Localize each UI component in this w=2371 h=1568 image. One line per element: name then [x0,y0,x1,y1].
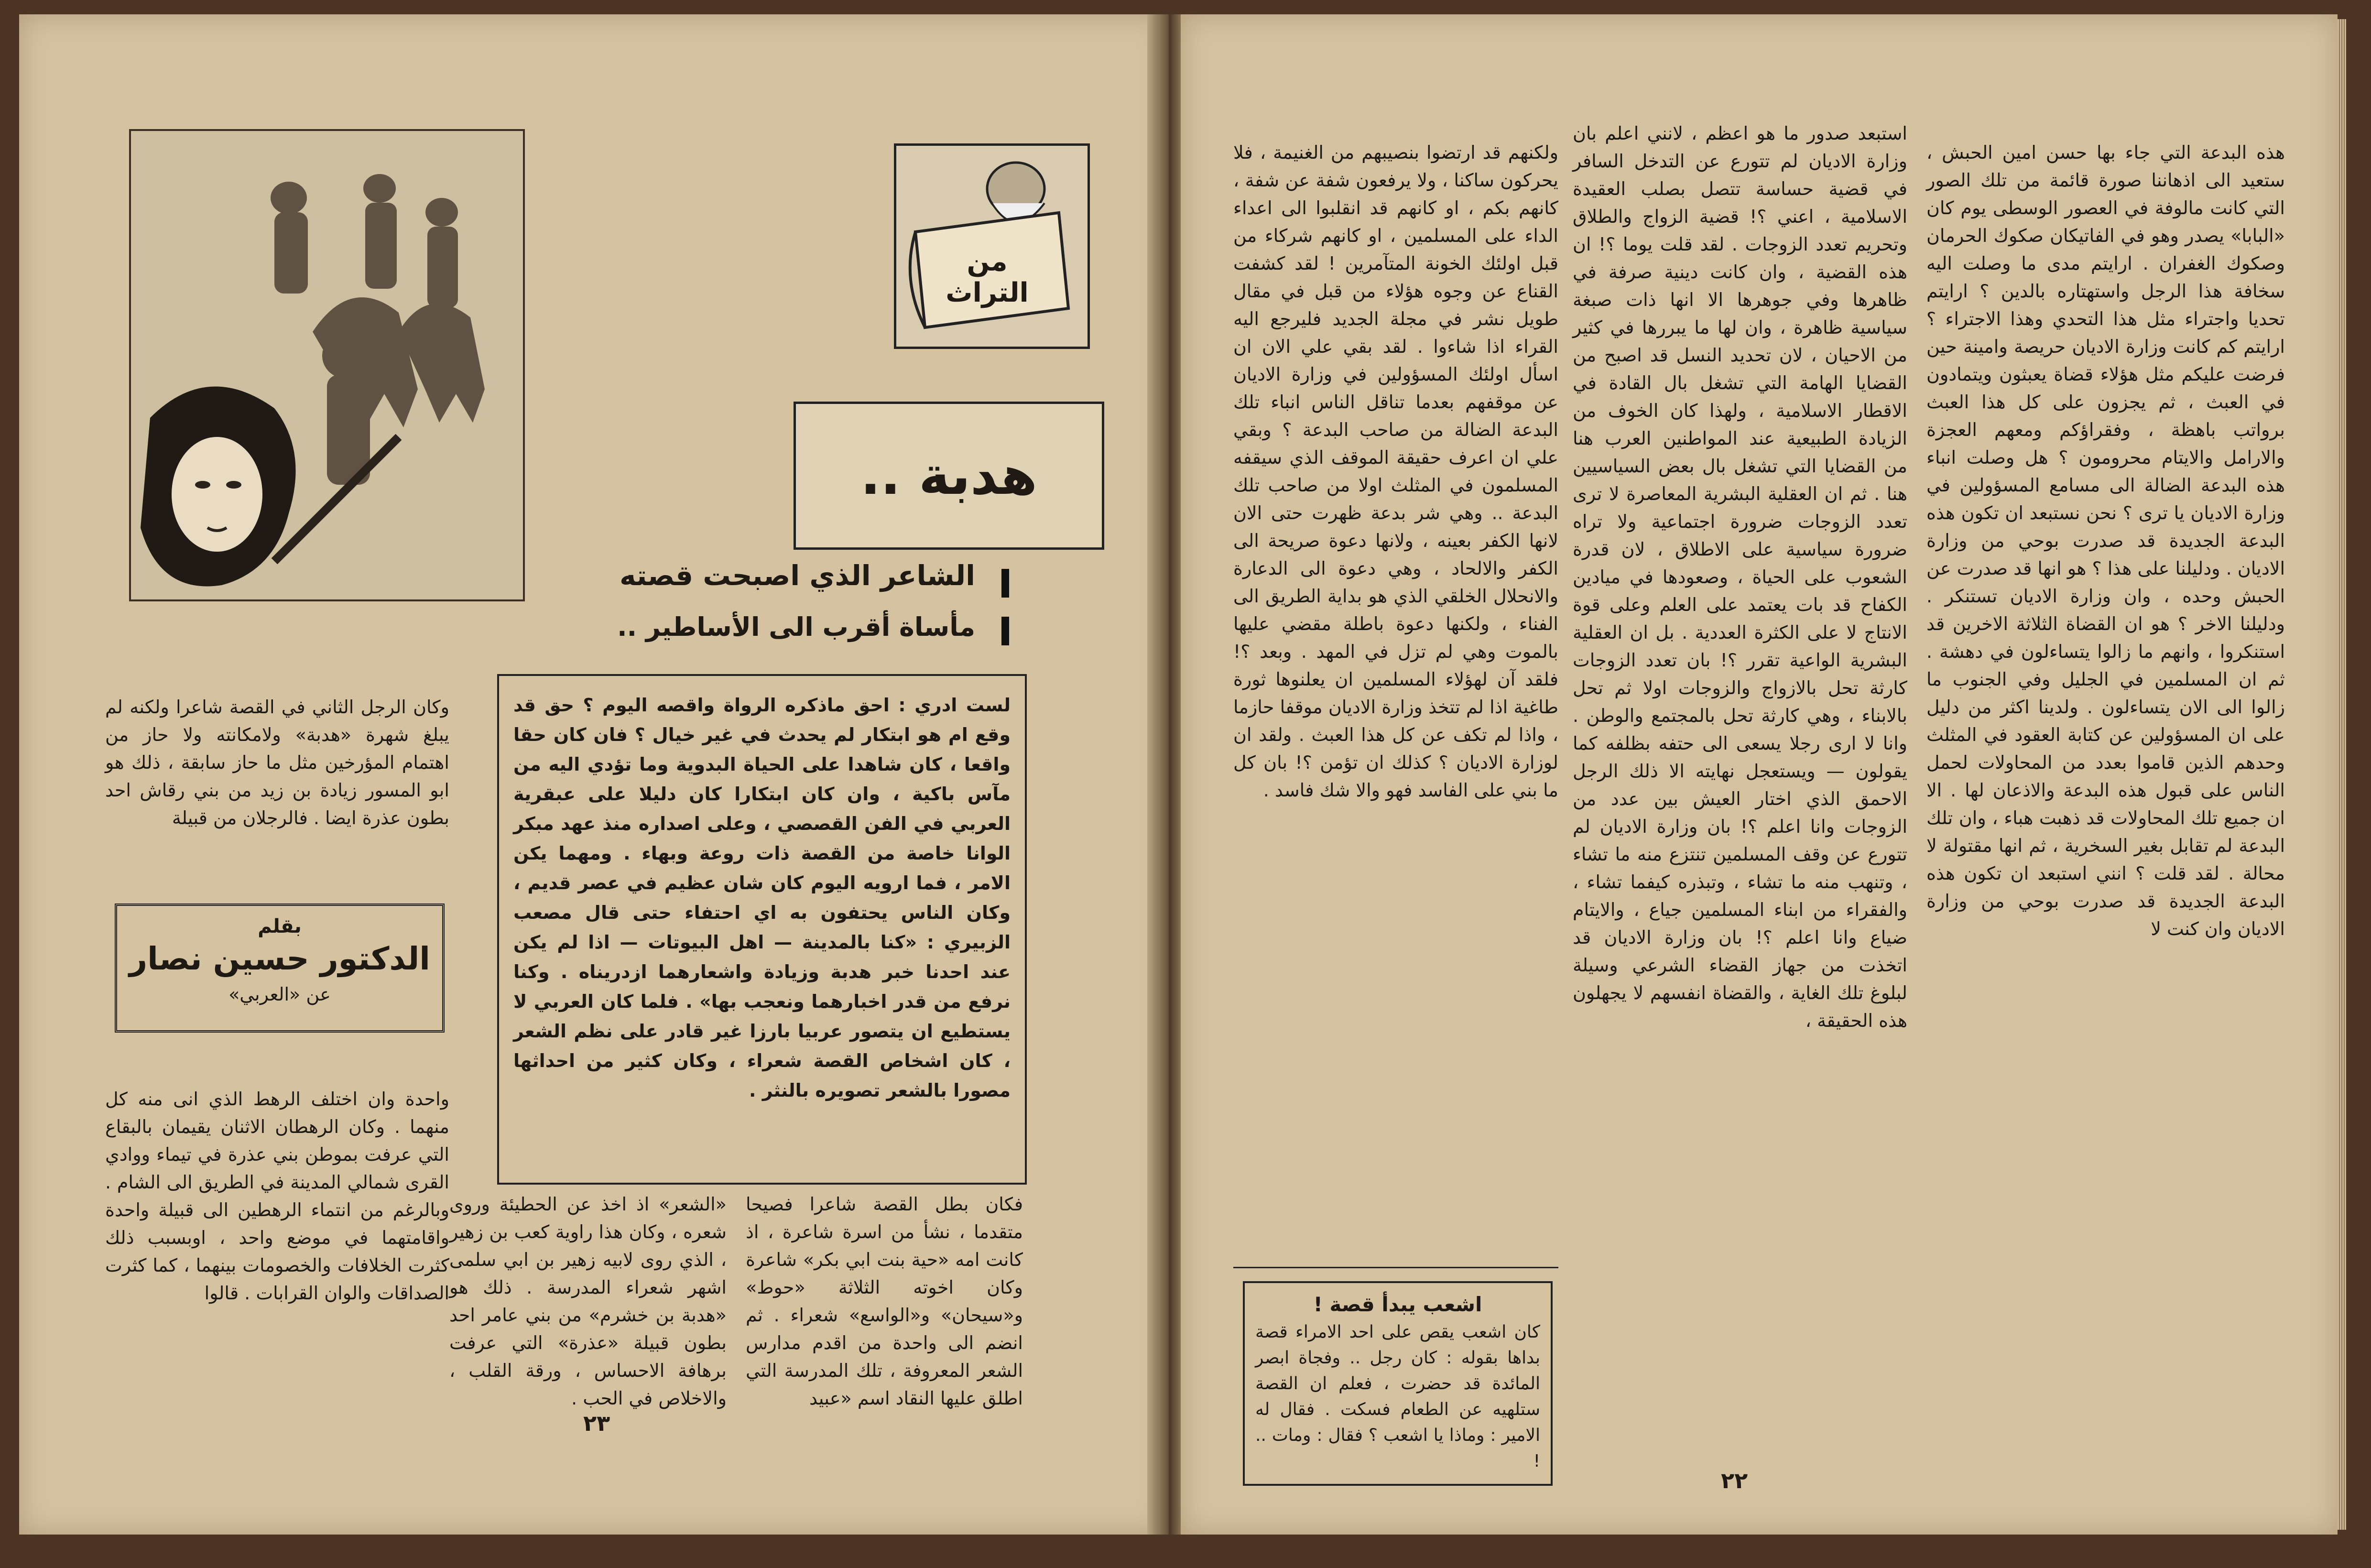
text-column-3: ولكنهم قد ارتضوا بنصيبهم من الغنيمة ، فلا يحركون ساكنا ، ولا يرفعون شفة عن شفة ، كانهم بكم ، او كانهم قد انقلبوا الى اعداء الداء على المسلمين ، او كانهم شركاء من قبل اولئك الخونة المتآمرين ! لقد كشفت القناع عن وجوه هؤلاء من قبل في مقال طويل نشر في مجلة الجديد فليرجع اليه القراء اذا شاءوا . لقد بقي علي الان ان اسأل اولئك المسؤولين في وزارة الاديان عن موقفهم بعدما تناقل الناس انباء تلك البدعة الضالة من صاحب البدعة ؟ وبقي علي ان اعرف حقيقة الموقف الذي سيقفه المسلمون في المثلث اولا من صاحب تلك البدعة .. وهي شر بدعة ظهرت حتى الان لانها الكفر بعينه ، ولانها دعوة صريحة الى الكفر والالحاد ، وهي دعوة الى الدعارة والانحلال الخلقي الذي هو بداية الطريق الى الفناء ، ولكنها دعوة باطلة مقضي عليها بالموت وهي لم تزل في المهد . وبعد ؟! فلقد آن لهؤلاء المسلمين ان يعلنوها ثورة طاغية اذا لم تتخذ وزارة الاديان موقفا حازما ، واذا لم تكف عن كل هذا العبث . ولقد ان لوزارة الاديان ؟ كذلك ان تؤمن ؟! بان كل ما بني على الفاسد فهو والا شك فاسد . [1233,142,1558,801]
story-heading-text: هدبة .. [860,445,1037,506]
page-edges [2338,19,2346,1530]
page-number: ٢٢ [1721,1468,1748,1493]
text-column-b: واحدة وان اختلف الرهط الذي انى منه كل منهما . وكان الرهطان الاثنان يقيمان بالبقاع التي عرفت بموطن بني عذرة في تيماء ووادي القرى شمالي المدينة في الطريق الى الشام . وبالرغم من انتماء الرهطين الى قبيلة واحدة واقامتهما في موضع واحد ، اوبسبب ذلك كثرت الخلافات والخصومات بينهما ، كما كثرت الصداقات والوان القرابات . قالوا [105,1089,449,1304]
anecdote-title: اشعب يبدأ قصة ! [1313,1293,1482,1316]
column-divider [1233,1267,1558,1268]
logo-text: من التراث [946,246,1029,308]
illustration-drawing [131,131,523,599]
heritage-logo [894,143,1090,349]
illustration-riders-and-woman [129,129,525,601]
byline-box [115,904,445,1033]
text-column-2: استبعد صدور ما هو اعظم ، لانني اعلم بان وزارة الاديان لم تتورع عن التدخل السافر في قضية حساسة تتصل بصلب العقيدة الاسلامية ، اعني ؟! قضية الزواج والطلاق وتحريم تعدد الزوجات . لقد قلت يوما ؟! ان هذه القضية ، وان كانت دينية صرفة في ظاهرها وفي جوهرها الا انها ذات صبغة سياسية ظاهرة ، وان لها ما يبررها في كثير من الاحيان ، لان تحديد النسل قد اصبح من القضايا الهامة التي تشغل بال القادة في الاقطار الاسلامية ، ولهذا كان الخوف من الزيادة الطبيعية عند المواطنين العرب هنا من القضايا التي تشغل بال بعض السياسيين هنا . ثم ان العقلية البشرية المعاصرة لا ترى تعدد الزوجات ضرورة اجتماعية ولا تراه ضرورة سياسية على الاطلاق ، لان قدرة الشعوب على الحياة ، وصعودها في ميادين الكفاح قد بات يعتمد على العلم وعلى قوة الانتاج لا على الكثرة العددية . بل ان العقلية البشرية الواعية تقرر ؟! بان تعدد الزوجات كارثة تحل بالازواج والزوجات اولا ثم تحل بالابناء ، وهي كارثة تحل بالمجتمع والوطن . وانا لا ارى رجلا يسعى الى حتفه بظلفه كما يقولون — ويستعجل نهايته الا ذلك الرجل الاحمق الذي اختار العيش بين عدد من الزوجات وانا اعلم ؟! بان وزارة الاديان لم تتورع عن وقف المسلمين تنتزع منه ما تشاء ، وتنهب منه ما تشاء ، وتبذره كيفما تشاء ، والفقراء من ابناء المسلمين جياع ، والايتام ضياع وانا اعلم ؟! بان وزارة الاديان قد اتخذت من جهاز القضاء الشرعي وسيلة لبلوغ تلك الغاية ، والقضاة انفسهم لا يجهلون هذه الحقيقة ، [1573,123,1907,1031]
lead-paragraph: لست ادري : احق ماذكره الرواة واقصه اليوم ؟ حق قد وقع ام هو ابتكار لم يحدث في غير خيال ؟ فان كان حقا واقعا ، كان شاهدا على الحياة البدوية وما تؤدي اليه من مآس باكية ، وان كان ابتكارا كان دليلا على عبقرية العربي في الفن القصصي ، وعلى اصداره منذ عهد مبكر الوانا خاصة من القصة ذات روعة وبهاء . ومهما يكن الامر ، فما ارويه اليوم كان شان عظيم في عصر قديم ، وكان الناس يحتفون به اي احتفاء حتى قال مصعب الزبيري : «كنا بالمدينة — اهل البيوتات — اذا لم يكن عند احدنا خبر هدبة وزيادة واشعارهما ازدريناه . وكنا نرفع من قدر اخبارهما ونعجب بها» . فلما كان العربي لا يستطيع ان يتصور عربيا بارزا غير قادر على نظم الشعر ، كان اشخاص القصة شعراء ، وكان كثير من احداثها مصورا بالشعر تصويره بالنثر . [513,695,1011,1101]
anecdote-content [1245,1283,1551,1474]
page-number: ٢٣ [583,1410,610,1436]
byline-source: عن «العربي» [228,984,331,1005]
article-subtitle: مأساة أقرب الى الأساطير .. [617,612,975,642]
lead-box [497,674,1027,1185]
anecdote-box [1243,1281,1553,1486]
text-column-1: هذه البدعة التي جاء بها حسن امين الحبش ، ستعيد الى اذهاننا صورة قائمة من تلك الصور التي كانت مالوفة في العصور الوسطى يوم كان «البابا» يصدر وهو في الفاتيكان صكوك الحرمان وصكوك الغفران . ارايتم مدى ما وصلت اليه سخافة هذا الرجل واستهتاره بالدين ؟ ارايتم تحديا واجتراء مثل هذا التحدي وهذا الاجتراء ؟ ارايتم كم كانت وزارة الاديان حريصة وامينة حين فرضت عليكم مثل هؤلاء قضاة يعبثون ويتمادون في العبث ، ثم يجزون على كل هذا العبث برواتب باهظة ، وفقراؤكم ومعهم العجزة والارامل والايتام محرومون ؟ هل وصلت انباء هذه البدعة الضالة الى مسامع المسؤولين في وزارة الاديان يا ترى ؟ نحن نستبعد ان تكون هذه البدعة الجديدة قد صدرت بوحي من وزارة الاديان . ودليلنا على هذا ؟ هو انها قد صدرت عن الحبش وحده ، وان وزارة الاديان تستنكر . ودليلنا الاخر ؟ هو ان القضاة الثلاثة الاخرين قد استنكروا ، وانهم ما زالوا يتساءلون في دهشة . ثم ان المسلمين في الجليل وفي الجنوب ما زالوا الى الان يتساءلون . ولدينا اكثر من دليل على ان المسؤولين عن كتابة العقود في المثلث وحدهم الذين قاموا بعدد من المحاولات لحمل الناس على قبول هذه البدعة والاذعان لها . الا ان جميع تلك المحاولات قد ذهبت هباء ، وان تلك البدعة لم تقابل بغير السخرية ، ثم انها مقتولة لا محالة . لقد قلت ؟ انني استبعد ان تكون هذه البدعة الجديدة قد صدرت بوحي من وزارة الاديان وان كنت لا [1926,142,2285,939]
byline-prefix: بقلم [258,915,302,937]
text-column-c: «الشعر» اذ اخذ عن الحطيئة وروى شعره ، وكان هذا راوية كعب بن زهير ، الذي روى لابيه زهير بن ابي سلمى اشهر شعراء المدرسة . ذلك هو «هدبة بن خشرم» من بني عامر احد بطون قبيلة «عذرة» التي عرفت برهافة الاحساس ، ورقة القلب ، والاخلاص في الحب . [449,1194,727,1409]
right-page [1181,14,2338,1535]
text-column-d: فكان بطل القصة شاعرا فصيحا متقدما ، نشأ من اسرة شاعرة ، اذ كانت امه «حية بنت ابي بكر» شاعرة وكان اخوته الثلاثة «حوط» و«سيحان» و«الواسع» شعراء . ثم انضم الى واحدة من اقدم مدارس الشعر المعروفة ، تلك المدرسة التي اطلق عليها النقاد اسم «عبيد [746,1194,1023,1409]
anecdote-text: كان اشعب يقص على احد الامراء قصة بداها بقوله : كان رجل .. وفجاة ابصر المائدة قد حضرت ، فعلم ان القصة ستلهيه عن الطعام فسكت . فقال له الامير : وماذا يا اشعب ؟ فقال : ومات .. ! [1255,1322,1540,1471]
title-marker [1001,569,1009,598]
article-title: الشاعر الذي اصبحت قصته [620,559,975,592]
story-heading [794,402,1104,550]
author-name: الدكتور حسين نصار [129,940,430,977]
title-marker [1001,617,1009,645]
left-page [19,14,1166,1535]
text-column-a: وكان الرجل الثاني في القصة شاعرا ولكنه لم يبلغ شهرة «هدبة» ولامكانته ولا حاز من اهتمام المؤرخين مثل ما حاز سابقة ، ذلك هو ابو المسور زيادة بن زيد من بني رقاش احد بطون عذرة ايضا . فالرجلان من قبيلة [105,697,449,828]
